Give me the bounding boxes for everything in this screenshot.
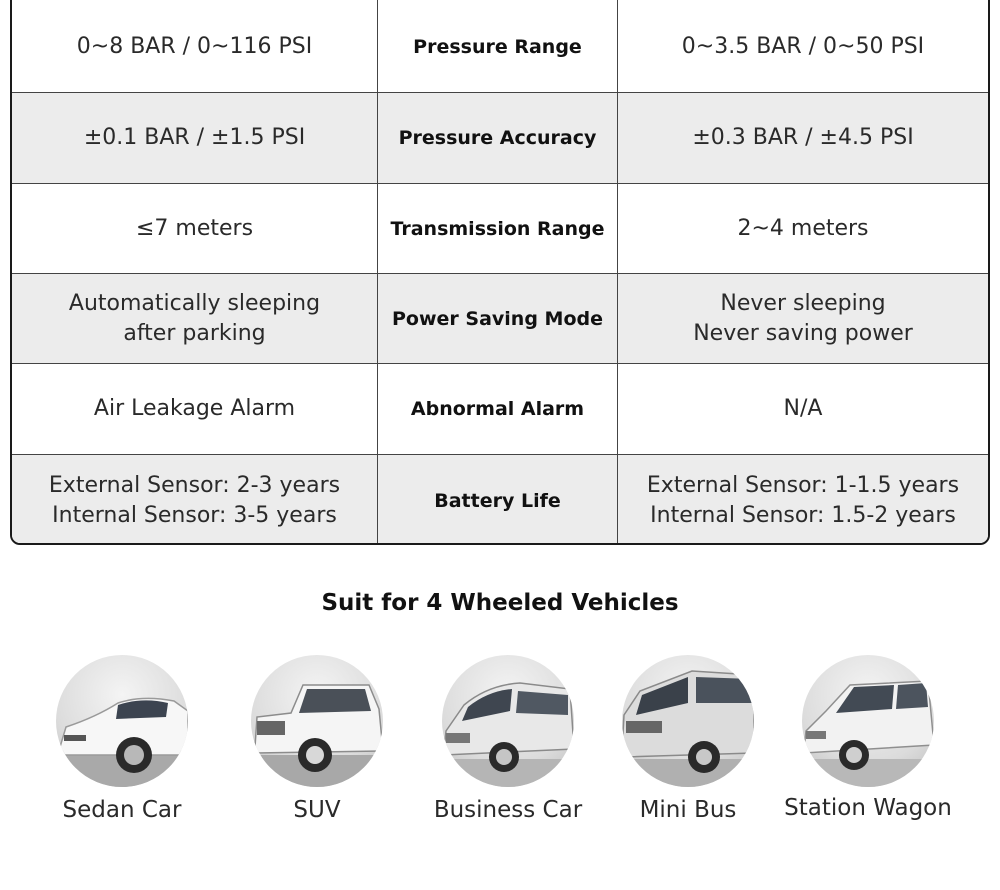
- spec-label-cell: Power Saving Mode: [378, 274, 618, 363]
- left-value-cell: 0~8 BAR / 0~116 PSI: [12, 0, 378, 92]
- vehicle-label: SUV: [293, 797, 341, 823]
- spec-label-cell: Pressure Range: [378, 0, 618, 92]
- spec-label-cell: Pressure Accuracy: [378, 93, 618, 183]
- table-row-pressure-range: [12, 0, 988, 92]
- right-value-cell: ±0.3 BAR / ±4.5 PSI: [692, 125, 914, 150]
- station-wagon-photo: [802, 655, 934, 787]
- vehicle-label: Sedan Car: [62, 797, 182, 823]
- right-value-cell: 2~4 meters: [737, 215, 869, 241]
- vehicle-item-mini-bus: [593, 655, 783, 835]
- left-value-cell: Air Leakage Alarm: [12, 364, 378, 454]
- left-value-cell: ≤7 meters: [12, 184, 378, 273]
- table-row-transmission-range: [12, 183, 988, 273]
- left-value-cell: Automatically sleeping after parking: [12, 274, 378, 363]
- vehicle-item-station-wagon: [773, 655, 963, 835]
- table-row-pressure-accuracy: [12, 92, 988, 183]
- table-row-abnormal-alarm: [12, 363, 988, 454]
- spec-label-cell: Battery Life: [378, 455, 618, 545]
- suv-photo: [251, 655, 383, 787]
- spec-comparison-table: [10, 0, 990, 545]
- table-row-battery-life: [12, 454, 988, 545]
- table-row-power-saving-mode: [12, 273, 988, 363]
- business-car-photo: [442, 655, 574, 787]
- left-value-cell: ±0.1 BAR / ±1.5 PSI: [12, 93, 378, 183]
- vehicle-label: Business Car: [433, 797, 583, 823]
- vehicles-section-title: Suit for 4 Wheeled Vehicles: [321, 590, 679, 616]
- vehicle-label: Mini Bus: [639, 797, 737, 823]
- vehicle-item-business-car: [413, 655, 603, 835]
- right-value-cell: 0~3.5 BAR / 0~50 PSI: [681, 34, 925, 59]
- vehicle-item-sedan: [27, 655, 217, 835]
- right-value-cell: Never sleeping Never saving power: [693, 290, 913, 346]
- spec-label-cell: Transmission Range: [378, 184, 618, 273]
- vehicle-label: Station Wagon: [784, 795, 952, 821]
- vehicle-item-suv: [222, 655, 412, 835]
- mini-bus-photo: [622, 655, 754, 787]
- right-value-cell: External Sensor: 1-1.5 years Internal Sensor: 1.5-2 years: [646, 473, 960, 528]
- left-value-cell: External Sensor: 2-3 years Internal Sensor: 3-5 years: [12, 455, 378, 545]
- sedan-car-photo: [56, 655, 188, 787]
- right-value-cell: N/A: [783, 396, 823, 421]
- spec-label-cell: Abnormal Alarm: [378, 364, 618, 454]
